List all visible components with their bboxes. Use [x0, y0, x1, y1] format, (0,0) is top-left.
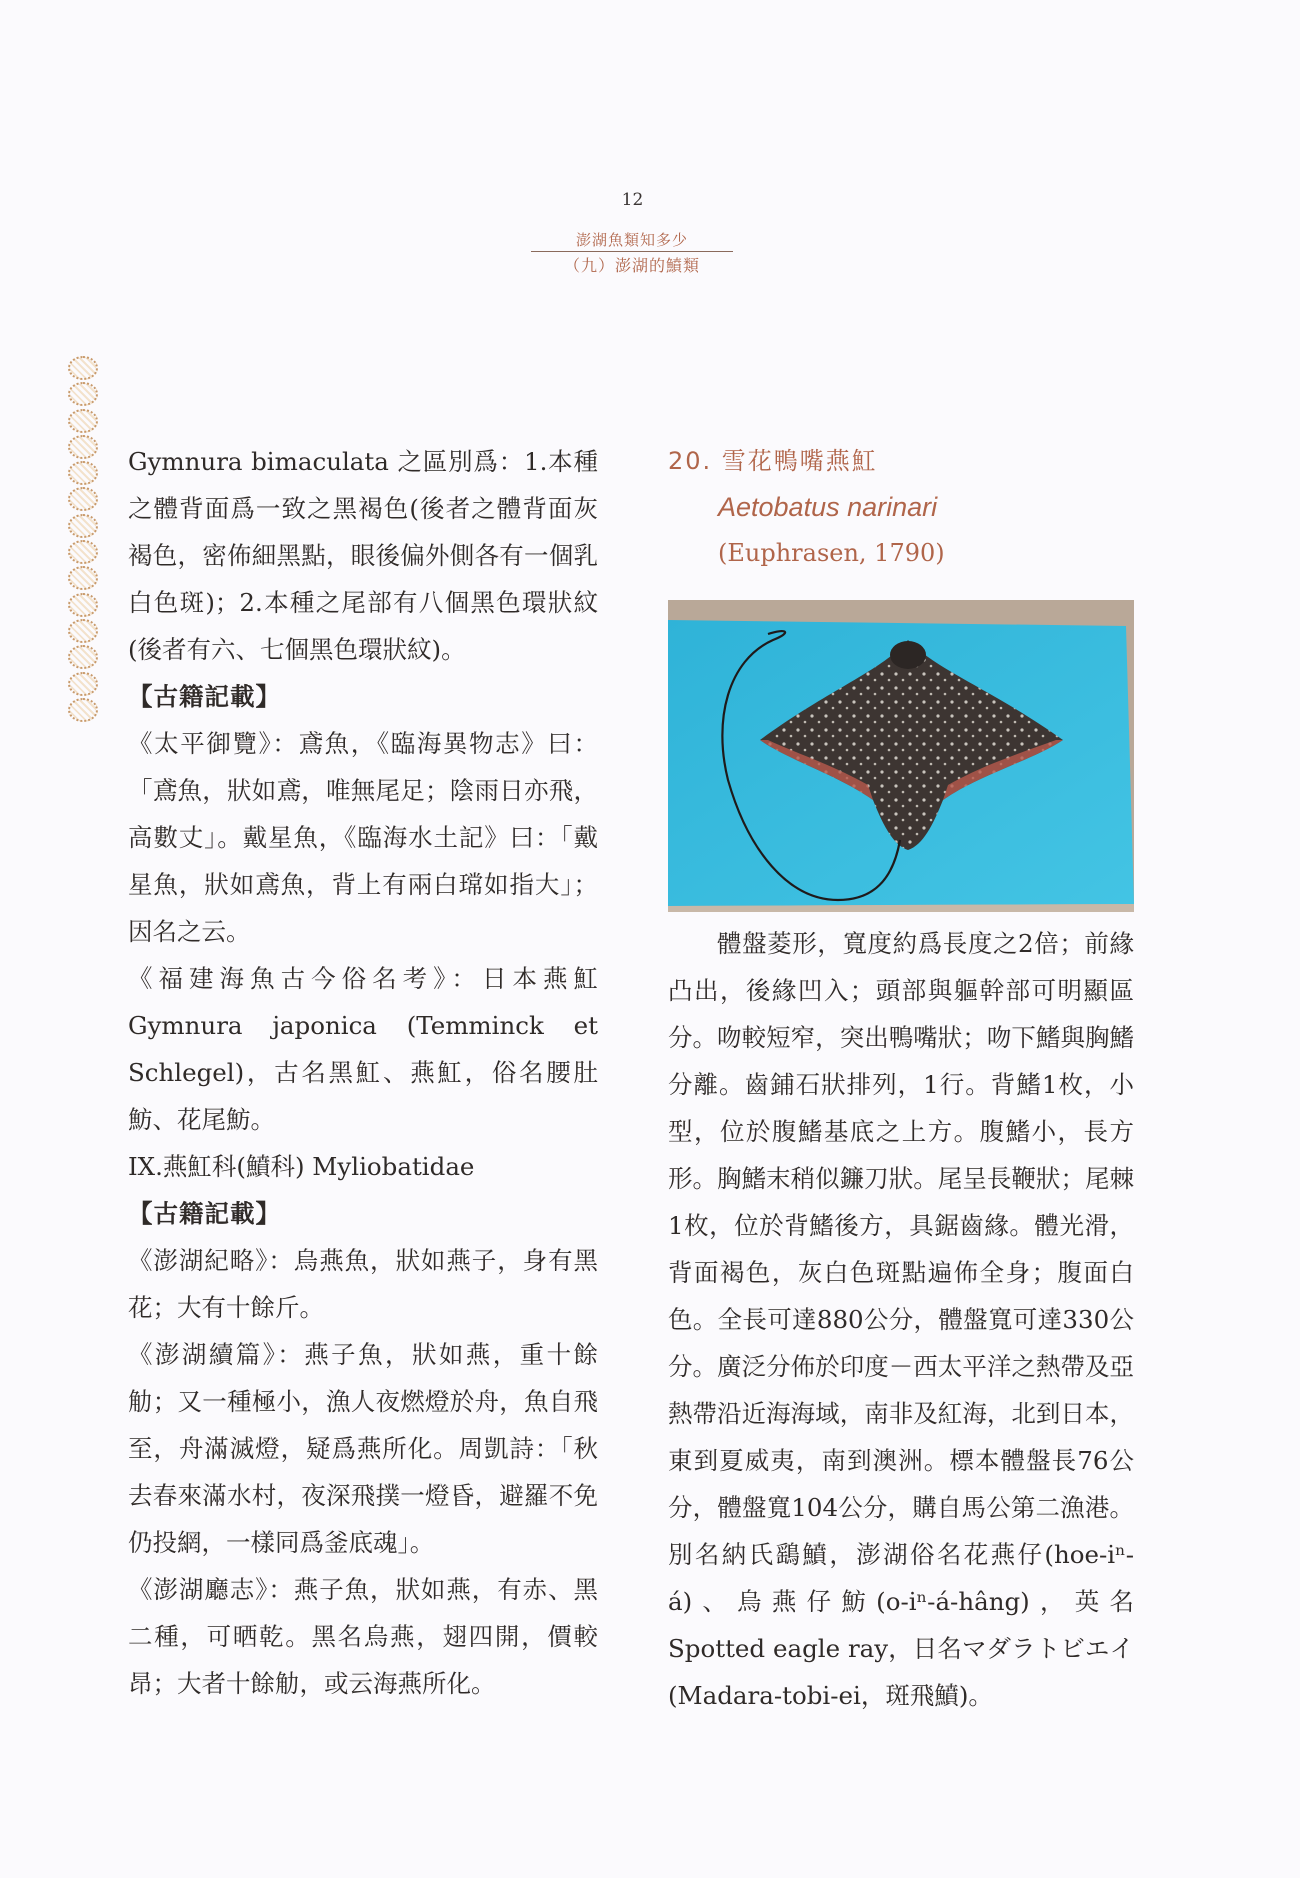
section-heading-ancient-records: 【古籍記載】: [128, 1199, 281, 1228]
ancient-record-paragraph: 《福建海魚古今俗名考》：日本燕魟 Gymnura japonica (Temminck et Schlegel)，古名黑魟、燕魟，俗名腰肚魴、花尾魴。: [128, 964, 598, 1134]
page-number: 12: [621, 190, 644, 210]
ancient-record-paragraph: 《澎湖廳志》：燕子魚，狀如燕，有赤、黑二種，可晒乾。黑名烏燕，翅四開，價較昂；大者十餘觔，或云海燕所化。: [128, 1575, 598, 1698]
author-year: (Euphrasen, 1790): [718, 539, 945, 567]
ancient-record-paragraph: 《澎湖紀略》：烏燕魚，狀如燕子，身有黑花；大有十餘斤。: [128, 1246, 598, 1322]
right-column: [668, 438, 1134, 1719]
running-subtitle: （九）澎湖的鱝類: [563, 256, 700, 275]
scientific-name: Aetobatus narinari: [718, 492, 938, 522]
species-title: 20. 雪花鴨嘴燕魟: [668, 447, 878, 475]
running-header: [531, 229, 733, 276]
left-column: [128, 438, 598, 1707]
family-heading: IX.燕魟科(鱝科) Myliobatidae: [128, 1152, 475, 1181]
margin-ornament: [68, 356, 102, 724]
running-title: 澎湖魚類知多少: [531, 229, 733, 252]
spotted-eagle-ray-photo: [668, 600, 1134, 912]
ancient-record-paragraph: 《太平御覽》：鳶魚，《臨海異物志》曰：「鳶魚，狀如鳶，唯無尾足；陰雨日亦飛，高數丈」。戴星魚，《臨海水土記》曰：「戴星魚，狀如鳶魚，背上有兩白瑺如指大」；因名之云。: [128, 729, 598, 946]
species-description: 體盤菱形，寬度約爲長度之2倍；前緣凸出，後緣凹入；頭部與軀幹部可明顯區分。吻較短窄，突出鴨嘴狀；吻下鰭與胸鰭分離。齒鋪石狀排列，1行。背鰭1枚，小型，位於腹鰭基底之上方。腹鰭小，長方形。胸鰭末稍似鐮刀狀。尾呈長鞭狀；尾棘1枚，位於背鰭後方，具鋸齒緣。體光滑，背面褐色，灰白色斑點遍佈全身；腹面白色。全長可達880公分，體盤寬可達330公分。廣泛分佈於印度－西太平洋之熱帶及亞熱帶沿近海海域，南非及紅海，北到日本，東到夏威夷，南到澳洲。標本體盤長76公分，體盤寬104公分，購自馬公第二漁港。別名納氏鷂鱝，澎湖俗名花燕仔(hoe-iⁿ-á)、烏燕仔魴(o-iⁿ-á-hâng)，英名Spotted eagle ray，日名マダラトビエイ(Madara-tobi-ei，斑飛鱝)。: [668, 929, 1134, 1710]
intro-paragraph: Gymnura bimaculata 之區別爲：1.本種之體背面爲一致之黑褐色(後者之體背面灰褐色，密佈細黑點，眼後偏外側各有一個乳白色斑)；2.本種之尾部有八個黑色環狀紋(後者有六、七個黑色環狀紋)。: [128, 447, 598, 664]
section-heading-ancient-records: 【古籍記載】: [128, 682, 281, 711]
ancient-record-paragraph: 《澎湖續篇》：燕子魚，狀如燕，重十餘觔；又一種極小，漁人夜燃燈於舟，魚自飛至，舟滿滅燈，疑爲燕所化。周凱詩：「秋去春來滿水村，夜深飛撲一燈昏，避羅不免仍投網，一樣同爲釜底魂」。: [128, 1340, 598, 1557]
